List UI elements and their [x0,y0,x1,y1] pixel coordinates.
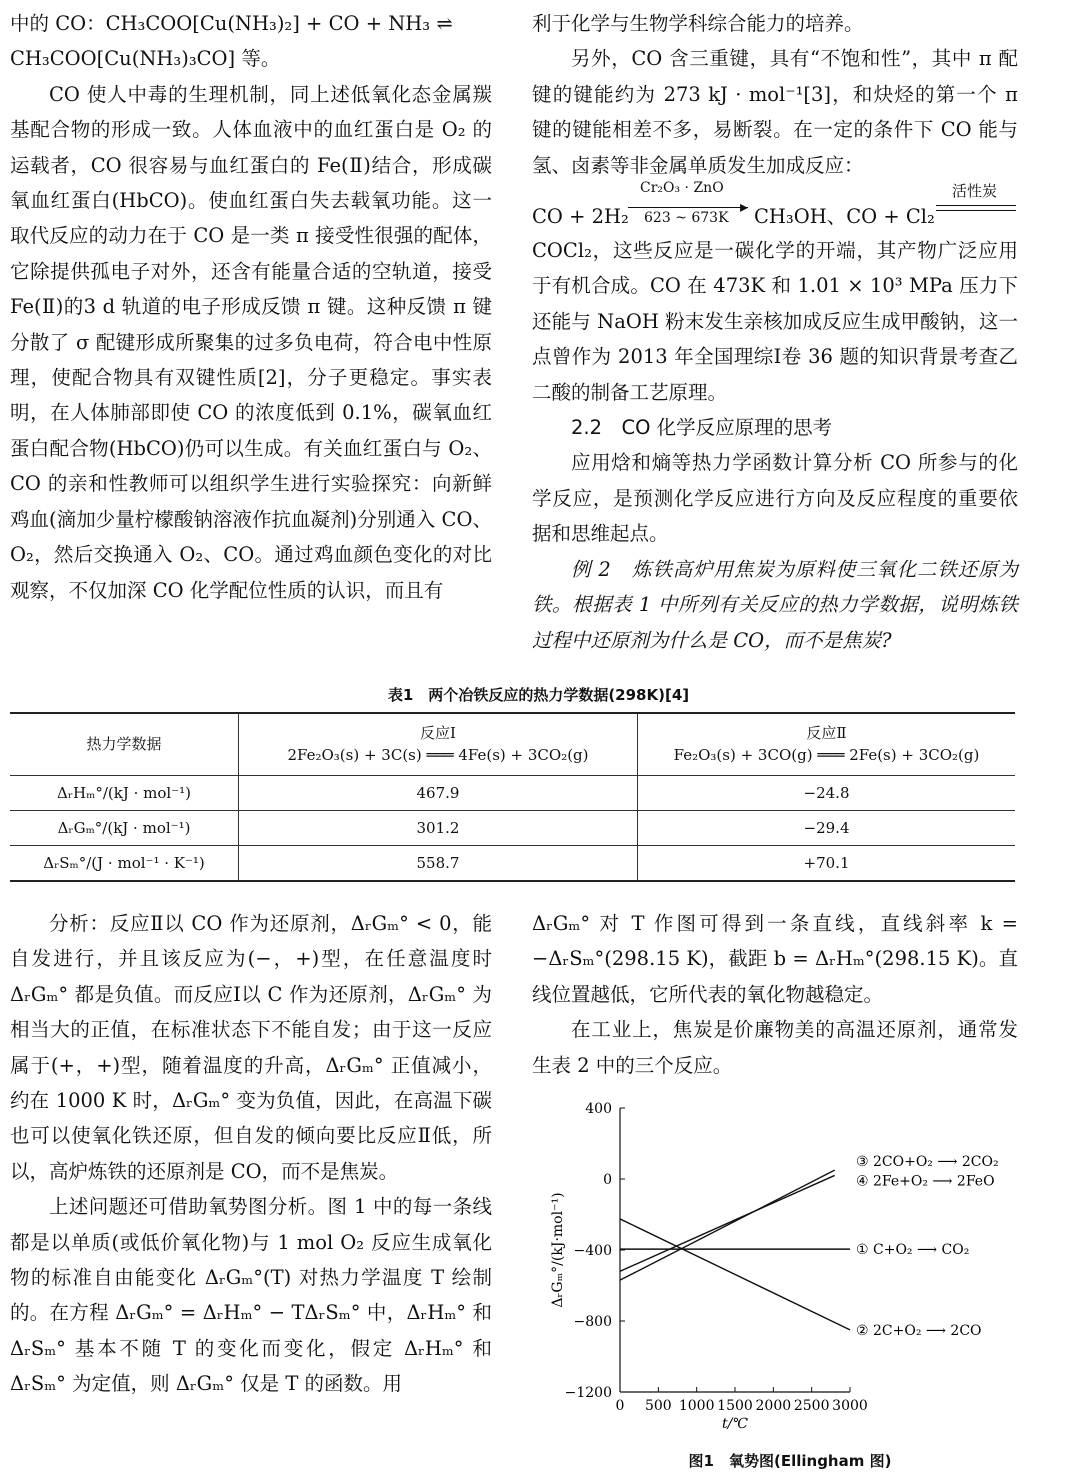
series-label: ① C+O₂ ⟶ CO₂ [856,1242,970,1259]
table-row [10,775,1015,810]
row-value-reaction-1: 467.9 [239,775,638,810]
reaction-2-equation: Fe₂O₃(s) + 3CO(g) ═══ 2Fe(s) + 3CO₂(g) [673,746,980,765]
paragraph-oxygen-potential: 上述问题还可借助氧势图分析。图 1 中的每一条线都是以单质(或低价氧化物)与 1 mol O₂ 反应生成氧化物的标准自由能变化 ΔᵣGₘ°(T) 对热力学温度 T 绘制的。在方程 ΔᵣGₘ° = ΔᵣHₘ° − TΔᵣSₘ° 中，ΔᵣHₘ° 和 ΔᵣSₘ° 基本不随 T 的变化而变化，假定 ΔᵣHₘ° 和 ΔᵣSₘ° 为定值，则 ΔᵣGₘ° 仅是 T 的函数。用 [10,1195,492,1396]
row-label: ΔᵣHₘ°/(kJ · mol⁻¹) [10,775,239,810]
x-tick-label: 1500 [717,1398,753,1414]
x-tick-label: 2000 [755,1398,792,1414]
right-column-top [532,6,1018,658]
series-label: ③ 2CO+O₂ ⟶ 2CO₂ [856,1154,999,1171]
x-axis-label: t/℃ [721,1416,749,1432]
paragraph-coke-industry: 在工业上，焦炭是价廉物美的高温还原剂，通常发生表 2 中的三个反应。 [532,1018,1018,1077]
eq-left: CO + 2H₂ [532,205,629,229]
eq-mid: CH₃OH、CO + Cl₂ [754,205,935,229]
table-header-reaction-2 [638,713,1016,775]
series-label: ② 2C+O₂ ⟶ 2CO [856,1322,982,1339]
paragraph-analysis: 分析：反应Ⅱ以 CO 作为还原剂，ΔᵣGₘ° < 0，能自发进行，并且该反应为(−，+)型，在任意温度时 ΔᵣGₘ° 都是负值。而反应Ⅰ以 C 作为还原剂，ΔᵣGₘ° 为相当大的正值，在标准状态下不能自发；由于这一反应属于(+，+)型，随着温度的升高，ΔᵣGₘ° 正值减小，约在 1000 K 时，ΔᵣGₘ° 变为负值，因此，在高温下碳也可以使氧化铁还原，但自发的倾向要比反应Ⅱ低，所以，高炉炼铁的还原剂是 CO，而不是焦炭。 [10,912,492,1183]
table-caption: 表1 两个冶铁反应的热力学数据(298K)[4] [387,686,690,704]
eq-catalyst-top: Cr₂O₃ · ZnO [640,180,724,197]
series-label: ④ 2Fe+O₂ ⟶ 2FeO [856,1173,995,1190]
reaction-1-title: 反应Ⅰ [420,724,456,743]
left-column-top [10,6,492,608]
double-equal-icon [936,205,1016,211]
row-value-reaction-2: +70.1 [638,845,1016,881]
paragraph-unsaturation: 另外，CO 含三重键，具有“不饱和性”，其中 π 配键的键能约为 273 kJ · mol⁻¹[3]，和炔烃的第一个 π 键的键能相差不多，易断裂。在一定的条件下 CO 能与氢、卤素等非金属单质发生加成反应： [532,47,1018,177]
series-line [620,1219,850,1330]
table-header-label: 热力学数据 [10,713,239,775]
table-header-reaction-1 [239,713,638,775]
reaction-2-title: 反应Ⅱ [806,724,847,743]
equation-line-1: 中的 CO：CH₃COO[Cu(NH₃)₂] + CO + NH₃ ⇌ [10,12,453,35]
y-tick-label: −400 [573,1243,612,1259]
ellingham-chart [530,1090,1030,1450]
y-axis-label: ΔᵣGₘ°/(kJ·mol⁻¹) [550,1192,566,1308]
y-tick-label: −800 [573,1314,612,1330]
paragraph-co-poisoning: CO 使人中毒的生理机制，同上述低氧化态金属羰基配合物的形成一致。人体血液中的血红蛋白是 O₂ 的运载者，CO 很容易与血红蛋白的 Fe(Ⅱ)结合，形成碳氧血红蛋白(HbCO)。使血红蛋白失去载氧功能。这一取代反应的动力在于 CO 是一类 π 接受性很强的配体，它除提供孤电子对外，还含有能量合适的空轨道，接受 Fe(Ⅱ)的3 d 轨道的电子形成反馈 π 键。这种反馈 π 键分散了 σ 配键形成所聚集的过多负电荷，符合电中性原理，使配合物具有双键性质[2]，分子更稳定。事实表明，在人体肺部即使 CO 的浓度低到 0.1%，碳氧血红蛋白配合物(HbCO)仍可以生成。有关血红蛋白与 O₂、CO 的亲和性教师可以组织学生进行实验探究：向新鲜鸡血(滴加少量柠檬酸钠溶液作抗血凝剂)分别通入 CO、O₂，然后交换通入 O₂、CO。通过鸡血颜色变化的对比观察，不仅加深 CO 化学配位性质的认识，而且有 [10,82,492,602]
series-line [620,1170,835,1280]
reaction-arrow-icon [628,207,748,208]
right-column-bottom [532,906,1018,1083]
eq-catalyst-2: 活性炭 [952,182,998,201]
row-label: ΔᵣGₘ°/(kJ · mol⁻¹) [10,810,239,845]
figure-caption: 图1 氧势图(Ellingham 图) [688,1452,892,1470]
y-tick-label: −1200 [564,1385,612,1401]
row-label: ΔᵣSₘ°/(J · mol⁻¹ · K⁻¹) [10,845,239,881]
section-heading-2-2: 2.2 CO 化学反应原理的思考 [571,416,833,440]
paragraph-continuation: 利于化学与生物学科综合能力的培养。 [532,12,864,35]
arrow-head-icon: ▸ [740,197,749,217]
equation-line-2: CH₃COO[Cu(NH₃)₃CO] 等。 [10,47,281,71]
y-tick-label: 0 [603,1172,612,1188]
thermo-data-table [10,712,1015,882]
example-2: 例 2 炼铁高炉用焦炭为原料使三氧化二铁还原为铁。根据表 1 中所列有关反应的热力学数据，说明炼铁过程中还原剂为什么是 CO，而不是焦炭? [532,557,1018,652]
table-row [10,810,1015,845]
x-tick-label: 2500 [793,1398,830,1414]
paragraph-one-carbon: COCl₂，这些反应是一碳化学的开端，其产物广泛应用于有机合成。CO 在 473K 和 1.01 × 10³ MPa 压力下还能与 NaOH 粉末发生亲核加成反应生成甲酸钠，这一点曾作为 2013 年全国理综Ⅰ卷 36 题的知识背景考查乙二酸的制备工艺原理。 [532,239,1018,404]
series-line [620,1175,835,1271]
reaction-1-equation: 2Fe₂O₃(s) + 3C(s) ═══ 4Fe(s) + 3CO₂(g) [287,746,589,765]
paragraph-line-slope: ΔᵣGₘ° 对 T 作图可得到一条直线，直线斜率 k = −ΔᵣSₘ°(298.15 K)，截距 b = ΔᵣHₘ°(298.15 K)。直线位置越低，它所代表的氧化物越稳定。 [532,912,1018,1006]
equation-addition-reactions [532,180,1018,233]
y-tick-label: 400 [585,1101,612,1117]
x-tick-label: 500 [644,1398,672,1414]
eq-catalyst-bottom: 623 ~ 673K [644,210,729,227]
table-header-row [10,713,1015,775]
paragraph-thermo-analysis: 应用焓和熵等热力学函数计算分析 CO 所参与的化学反应，是预测化学反应进行方向及反应程度的重要依据和思维起点。 [532,451,1018,546]
row-value-reaction-1: 558.7 [239,845,638,881]
x-tick-label: 1000 [678,1398,715,1414]
left-column-bottom [10,906,492,1402]
row-value-reaction-1: 301.2 [239,810,638,845]
x-tick-label: 3000 [832,1398,868,1414]
x-tick-label: 0 [615,1398,625,1414]
table-row [10,845,1015,881]
row-value-reaction-2: −29.4 [638,810,1016,845]
row-value-reaction-2: −24.8 [638,775,1016,810]
